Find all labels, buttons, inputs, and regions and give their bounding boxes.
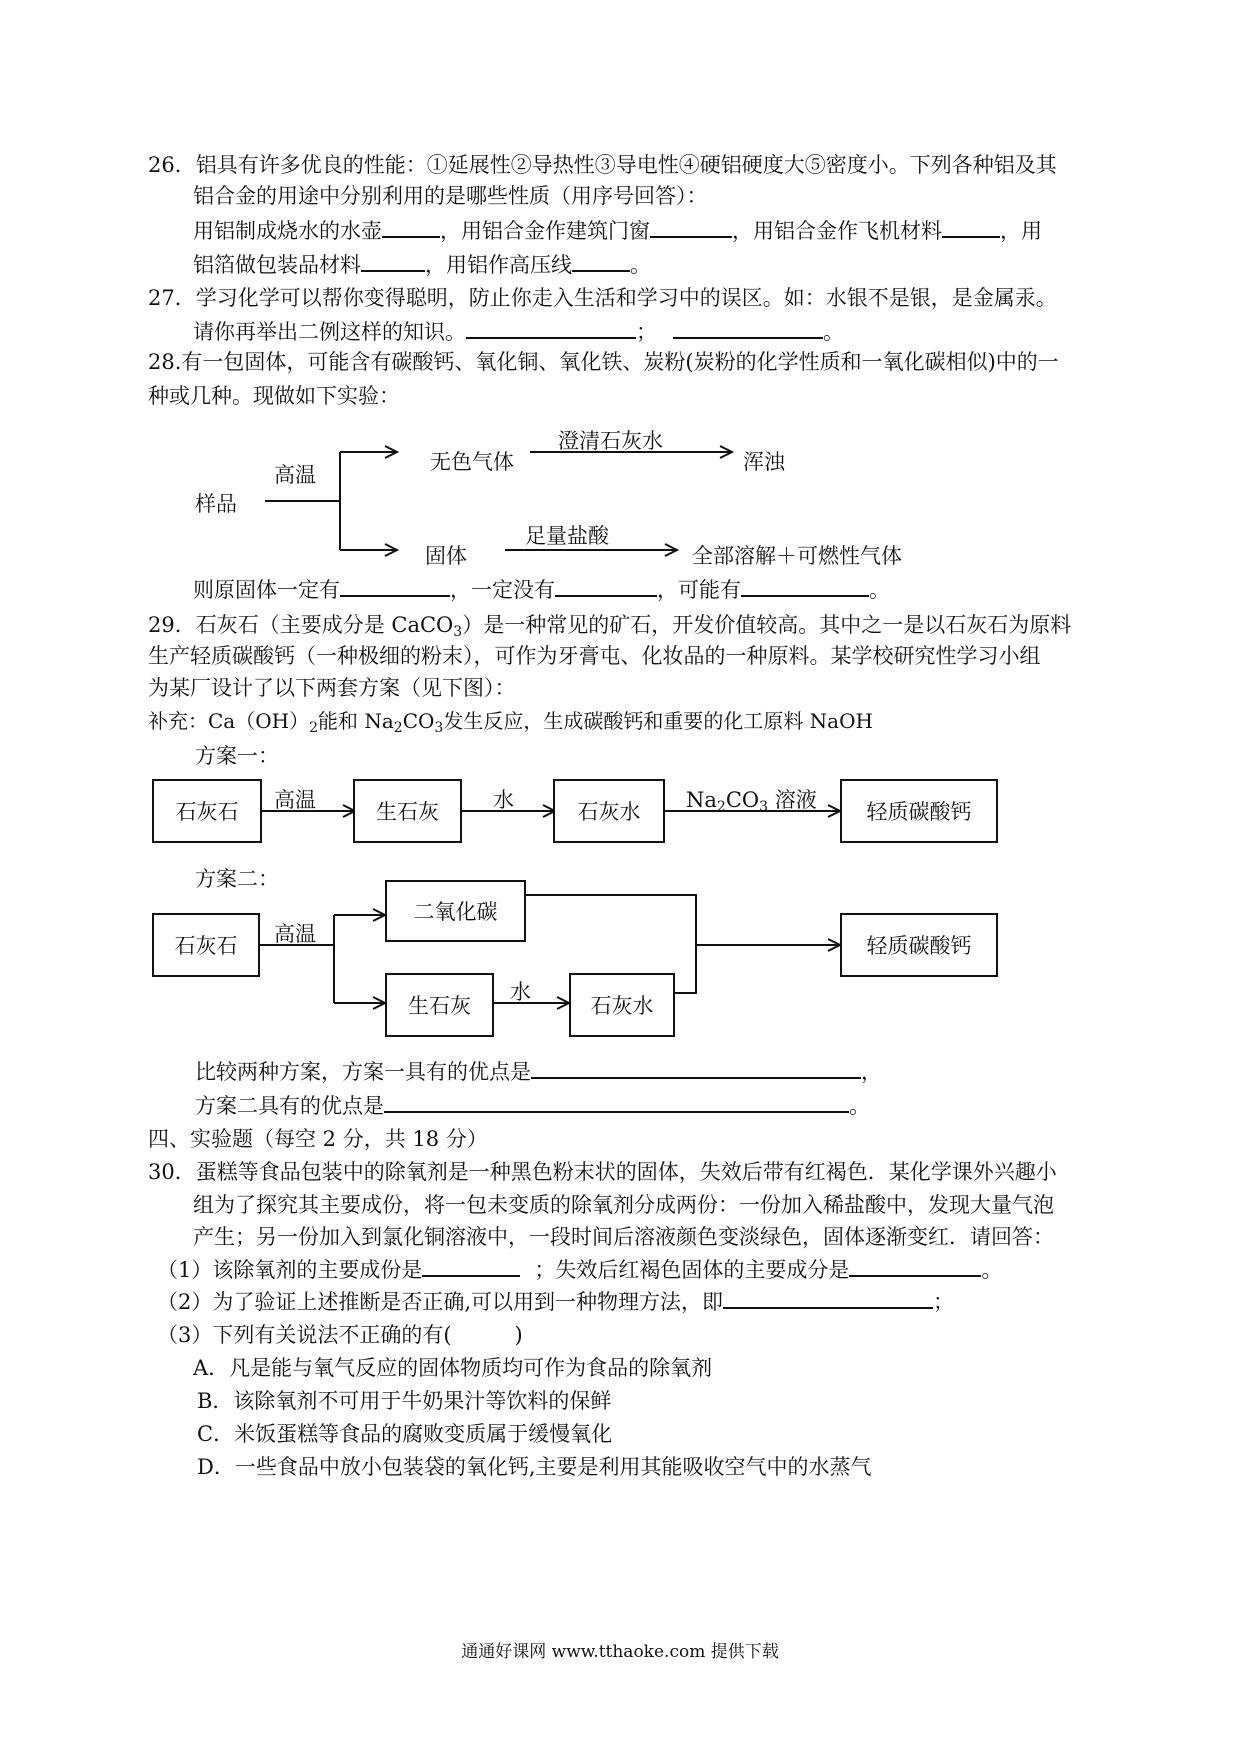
q28-sample-label: 样品: [195, 492, 237, 516]
q26-line2: 铝合金的用途中分别利用的是哪些性质（用序号回答）：: [193, 184, 708, 208]
q29-compare2-end: 。: [849, 1094, 870, 1118]
plan1-na: Na: [686, 788, 717, 812]
q27-end: 。: [823, 320, 844, 344]
q29-line3: 为某厂设计了以下两套方案（见下图）：: [148, 676, 516, 700]
q28-turbid-label: 浑浊: [743, 450, 785, 474]
q26-line1: 26．铝具有许多优良的性能：①延展性②导热性③导电性④硬铝硬度大⑤密度小。下列各种铝及其: [148, 153, 1057, 177]
q30-line3: 产生；另一份加入到氯化铜溶液中，一段时间后溶液颜色变淡绿色，固体逐渐变红．请回答：: [193, 1225, 1054, 1249]
q28-text-mustnot: ，一定没有: [450, 578, 555, 602]
plan2-quicklime-box: 生石灰: [385, 973, 494, 1037]
q30-option-d: D．一些食品中放小包装袋的氧化钙,主要是利用其能吸收空气中的水蒸气: [197, 1455, 872, 1479]
plan2-co2-box: 二氧化碳: [385, 880, 526, 942]
q29-sup-d: 发生反应，生成碳酸钙和重要的化工原料 NaOH: [443, 709, 873, 733]
q29-compare1: [195, 1057, 882, 1087]
q30-sub2-text: （2）为了验证上述推断是否正确,可以用到一种物理方法，即: [157, 1290, 724, 1314]
plan1-na-sub: 2: [716, 799, 726, 815]
q26-text-use: ，用: [1000, 219, 1042, 243]
q28-text-must: 则原固体一定有: [193, 578, 340, 602]
q28-text-end: 。: [869, 578, 890, 602]
plan2-product-box: 轻质碳酸钙: [840, 913, 998, 977]
q30-sub1: [157, 1255, 1002, 1285]
q29-compare1-text: 比较两种方案，方案一具有的优点是: [195, 1060, 531, 1084]
plan1-high-temp-label: 高温: [274, 788, 316, 812]
q29-blank-plan2[interactable]: [384, 1091, 849, 1113]
q27-sep: ；: [636, 320, 657, 344]
plan1-co: CO: [725, 788, 760, 812]
q28-hcl-label: 足量盐酸: [525, 524, 609, 548]
q30-sub1-text2: ；失效后红褐色固体的主要成分是: [534, 1258, 850, 1282]
q28-line2: 种或几种。现做如下实验：: [148, 384, 400, 408]
q30-option-b: B．该除氧剂不可用于牛奶果汁等饮料的保鲜: [197, 1389, 612, 1413]
q30-option-a: A．凡是能与氧气反应的固体物质均可作为食品的除氧剂: [193, 1356, 713, 1380]
q28-limewater-label: 澄清石灰水: [558, 429, 663, 453]
q29-compare2: [195, 1091, 870, 1121]
section4-heading: 四、实验题（每空 2 分，共 18 分）: [148, 1127, 488, 1151]
q26-text-wire: ，用铝作高压线: [425, 253, 572, 277]
q29-blank-plan1[interactable]: [531, 1057, 861, 1079]
plan1-title: 方案一：: [195, 744, 279, 768]
q29-line1-sub: 3: [453, 624, 463, 640]
q28-colorless-gas-label: 无色气体: [430, 450, 514, 474]
plan1-water-label: 水: [493, 788, 514, 812]
q26-text-window: ，用铝合金作建筑门窗: [440, 219, 650, 243]
q29-line1-b: ）是一种常见的矿石，开发价值较高。其中之一是以石灰石为原料: [462, 613, 1072, 637]
q30-line2: 组为了探究其主要成份，将一包未变质的除氧剂分成两份：一份加入稀盐酸中，发现大量气泡: [193, 1193, 1054, 1217]
q29-line2: 生产轻质碳酸钙（一种极细的粉末），可作为牙膏屯、化妆品的一种原料。某学校研究性学习小组: [148, 644, 1041, 668]
q30-sub3: （3）下列有关说法不正确的有( ): [157, 1323, 523, 1347]
q30-blank-main[interactable]: [422, 1255, 520, 1277]
q29-line1-a: 29．石灰石（主要成分是 CaCO: [148, 613, 454, 637]
q29-sup-sub2: 2: [393, 720, 403, 736]
plan1-product-box: 轻质碳酸钙: [840, 779, 998, 843]
q28-dissolve-label: 全部溶解＋可燃性气体: [692, 544, 902, 568]
plan1-limewater-box: 石灰水: [553, 779, 665, 843]
q28-text-maybe: ，可能有: [657, 578, 741, 602]
q29-compare1-end: ，: [861, 1060, 882, 1084]
plan2-limestone-box: 石灰石: [152, 913, 260, 977]
plan1-limestone-box: 石灰石: [152, 779, 262, 843]
q29-sup-c: CO: [402, 709, 435, 733]
q29-compare2-text: 方案二具有的优点是: [195, 1094, 384, 1118]
plan1-solution: 溶液: [768, 788, 817, 812]
q30-line1: 30．蛋糕等食品包装中的除氧剂是一种黑色粉末状的固体，失效后带有红褐色．某化学课外兴趣小: [148, 1160, 1057, 1184]
page-footer: 通通好课网 www.tthaoke.com 提供下载: [461, 1642, 779, 1662]
q29-sup-sub1: 2: [309, 720, 318, 736]
q30-sub2: [157, 1287, 954, 1317]
plan2-limewater-box: 石灰水: [569, 973, 675, 1037]
plan1-quicklime-box: 生石灰: [353, 779, 462, 843]
q26-text-aircraft: ，用铝合金作飞机材料: [732, 219, 942, 243]
q28-line1: 28.有一包固体，可能含有碳酸钙、氧化铜、氧化铁、炭粉(炭粉的化学性质和一氧化碳相似)中的一: [148, 350, 1059, 374]
q30-sub1-end: 。: [981, 1258, 1003, 1282]
q30-blank-method[interactable]: [723, 1287, 933, 1309]
q26-text-end: 。: [630, 253, 651, 277]
q30-blank-red[interactable]: [849, 1255, 981, 1277]
plan2-title: 方案二：: [195, 867, 279, 891]
plan2-water-label: 水: [510, 980, 531, 1004]
q28-high-temp-label: 高温: [274, 463, 316, 487]
q30-sub1-text: （1）该除氧剂的主要成份是: [157, 1258, 423, 1282]
plan1-co-sub: 3: [759, 799, 769, 815]
q29-sup-b: 能和 Na: [318, 709, 394, 733]
q27-text: 请你再举出二例这样的知识。: [193, 320, 466, 344]
q30-option-c: C．米饭蛋糕等食品的腐败变质属于缓慢氧化: [197, 1422, 613, 1446]
q30-sub2-end: ；: [933, 1290, 955, 1314]
q29-sup-sub3: 3: [434, 720, 444, 736]
q26-text-foil: 铝箔做包装品材料: [193, 253, 361, 277]
q26-text-kettle: 用铝制成烧水的水壶: [193, 219, 382, 243]
plan2-high-temp-label: 高温: [274, 922, 316, 946]
q28-solid-label: 固体: [425, 544, 467, 568]
q27-line1: 27．学习化学可以帮你变得聪明，防止你走入生活和学习中的误区。如：水银不是银，是金属汞。: [148, 286, 1057, 310]
q29-sup-a: 补充：Ca（OH）: [148, 709, 310, 733]
